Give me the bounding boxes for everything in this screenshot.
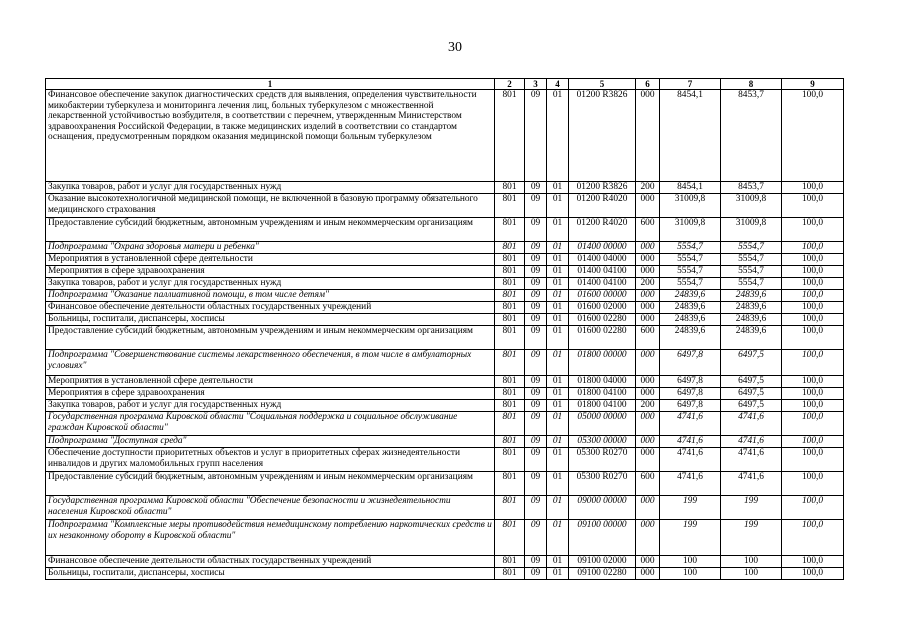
row-name-cell: Предоставление субсидий бюджетным, автономным учреждениям и иным некоммерческим организациям <box>46 326 495 350</box>
row-name-cell: Закупка товаров, работ и услуг для государственных нужд <box>46 400 495 412</box>
ministry-code-cell: 801 <box>495 436 525 448</box>
subsection-code-cell: 01 <box>547 290 569 302</box>
row-name-cell: Подпрограмма "Оказание паллиативной помощи, в том числе детям" <box>46 290 495 302</box>
planned-amount-cell: 100 <box>660 556 721 568</box>
expense-type-code-cell: 000 <box>636 556 660 568</box>
planned-amount-cell: 6497,8 <box>660 350 721 376</box>
planned-amount-cell: 24839,6 <box>660 302 721 314</box>
ministry-code-cell: 801 <box>495 182 525 194</box>
section-code-cell: 09 <box>525 194 547 218</box>
ministry-code-cell: 801 <box>495 302 525 314</box>
target-article-code-cell: 01600 00000 <box>569 290 636 302</box>
ministry-code-cell: 801 <box>495 376 525 388</box>
target-article-code-cell: 05000 00000 <box>569 412 636 436</box>
ministry-code-cell: 801 <box>495 496 525 520</box>
execution-percent-cell: 100,0 <box>782 376 844 388</box>
page-number: 30 <box>448 40 462 55</box>
table-row <box>46 254 844 266</box>
execution-percent-cell: 100,0 <box>782 520 844 556</box>
subsection-code-cell: 01 <box>547 556 569 568</box>
table-row <box>46 448 844 472</box>
ministry-code-cell: 801 <box>495 520 525 556</box>
target-article-code-cell: 01400 00000 <box>569 242 636 254</box>
executed-amount-cell: 4741,6 <box>721 412 782 436</box>
ministry-code-cell: 801 <box>495 448 525 472</box>
execution-percent-cell: 100,0 <box>782 290 844 302</box>
execution-percent-cell: 100,0 <box>782 302 844 314</box>
planned-amount-cell: 24839,6 <box>660 326 721 350</box>
column-header: 2 <box>495 79 525 90</box>
table-header-row <box>46 79 844 90</box>
section-code-cell: 09 <box>525 314 547 326</box>
row-name-cell: Предоставление субсидий бюджетным, автономным учреждениям и иным некоммерческим организациям <box>46 218 495 242</box>
row-name-cell: Мероприятия в сфере здравоохранения <box>46 266 495 278</box>
table-row <box>46 290 844 302</box>
executed-amount-cell: 24839,6 <box>721 290 782 302</box>
ministry-code-cell: 801 <box>495 326 525 350</box>
executed-amount-cell: 100 <box>721 556 782 568</box>
target-article-code-cell: 01800 04100 <box>569 400 636 412</box>
target-article-code-cell: 05300 R0270 <box>569 472 636 496</box>
section-code-cell: 09 <box>525 182 547 194</box>
section-code-cell: 09 <box>525 350 547 376</box>
executed-amount-cell: 24839,6 <box>721 326 782 350</box>
target-article-code-cell: 05300 00000 <box>569 436 636 448</box>
expense-type-code-cell: 000 <box>636 194 660 218</box>
ministry-code-cell: 801 <box>495 388 525 400</box>
table-row <box>46 400 844 412</box>
expense-type-code-cell: 000 <box>636 266 660 278</box>
table-row <box>46 326 844 350</box>
executed-amount-cell: 8453,7 <box>721 90 782 182</box>
expense-type-code-cell: 600 <box>636 326 660 350</box>
executed-amount-cell: 6497,5 <box>721 350 782 376</box>
expense-type-code-cell: 000 <box>636 350 660 376</box>
target-article-code-cell: 01800 00000 <box>569 350 636 376</box>
target-article-code-cell: 05300 R0270 <box>569 448 636 472</box>
planned-amount-cell: 31009,8 <box>660 218 721 242</box>
section-code-cell: 09 <box>525 290 547 302</box>
execution-percent-cell: 100,0 <box>782 182 844 194</box>
executed-amount-cell: 5554,7 <box>721 278 782 290</box>
execution-percent-cell: 100,0 <box>782 90 844 182</box>
subsection-code-cell: 01 <box>547 182 569 194</box>
target-article-code-cell: 01800 04000 <box>569 376 636 388</box>
section-code-cell: 09 <box>525 520 547 556</box>
expense-type-code-cell: 600 <box>636 472 660 496</box>
row-name-cell: Мероприятия в установленной сфере деятельности <box>46 376 495 388</box>
planned-amount-cell: 5554,7 <box>660 242 721 254</box>
subsection-code-cell: 01 <box>547 448 569 472</box>
row-name-cell: Закупка товаров, работ и услуг для государственных нужд <box>46 182 495 194</box>
section-code-cell: 09 <box>525 448 547 472</box>
target-article-code-cell: 09100 02000 <box>569 556 636 568</box>
expense-type-code-cell: 000 <box>636 520 660 556</box>
section-code-cell: 09 <box>525 400 547 412</box>
execution-percent-cell: 100,0 <box>782 242 844 254</box>
row-name-cell: Государственная программа Кировской области "Обеспечение безопасности и жизнедеятельности населения Кировской области" <box>46 496 495 520</box>
expense-type-code-cell: 000 <box>636 302 660 314</box>
expense-type-code-cell: 000 <box>636 448 660 472</box>
budget-table <box>45 78 844 580</box>
row-name-cell: Государственная программа Кировской области "Социальная поддержка и социальное обслуживание граждан Кировской области" <box>46 412 495 436</box>
target-article-code-cell: 09100 02280 <box>569 568 636 580</box>
executed-amount-cell: 6497,5 <box>721 388 782 400</box>
column-header: 5 <box>569 79 636 90</box>
section-code-cell: 09 <box>525 218 547 242</box>
expense-type-code-cell: 200 <box>636 182 660 194</box>
executed-amount-cell: 24839,6 <box>721 314 782 326</box>
execution-percent-cell: 100,0 <box>782 472 844 496</box>
ministry-code-cell: 801 <box>495 266 525 278</box>
execution-percent-cell: 100,0 <box>782 350 844 376</box>
ministry-code-cell: 801 <box>495 556 525 568</box>
subsection-code-cell: 01 <box>547 520 569 556</box>
expense-type-code-cell: 000 <box>636 290 660 302</box>
subsection-code-cell: 01 <box>547 266 569 278</box>
executed-amount-cell: 6497,5 <box>721 400 782 412</box>
subsection-code-cell: 01 <box>547 376 569 388</box>
subsection-code-cell: 01 <box>547 90 569 182</box>
column-header: 3 <box>525 79 547 90</box>
expense-type-code-cell: 000 <box>636 376 660 388</box>
ministry-code-cell: 801 <box>495 194 525 218</box>
expense-type-code-cell: 000 <box>636 412 660 436</box>
target-article-code-cell: 09100 00000 <box>569 520 636 556</box>
execution-percent-cell: 100,0 <box>782 496 844 520</box>
section-code-cell: 09 <box>525 278 547 290</box>
executed-amount-cell: 4741,6 <box>721 436 782 448</box>
target-article-code-cell: 01400 04100 <box>569 266 636 278</box>
row-name-cell: Обеспечение доступности приоритетных объектов и услуг в приоритетных сферах жизнедеятельности инвалидов и других маломобильных групп населения <box>46 448 495 472</box>
planned-amount-cell: 199 <box>660 496 721 520</box>
execution-percent-cell: 100,0 <box>782 194 844 218</box>
table-row <box>46 242 844 254</box>
subsection-code-cell: 01 <box>547 254 569 266</box>
executed-amount-cell: 5554,7 <box>721 266 782 278</box>
table-row <box>46 194 844 218</box>
table-row <box>46 556 844 568</box>
table-row <box>46 568 844 580</box>
expense-type-code-cell: 000 <box>636 254 660 266</box>
executed-amount-cell: 31009,8 <box>721 194 782 218</box>
expense-type-code-cell: 600 <box>636 218 660 242</box>
ministry-code-cell: 801 <box>495 242 525 254</box>
execution-percent-cell: 100,0 <box>782 326 844 350</box>
row-name-cell: Мероприятия в установленной сфере деятельности <box>46 254 495 266</box>
subsection-code-cell: 01 <box>547 388 569 400</box>
ministry-code-cell: 801 <box>495 90 525 182</box>
executed-amount-cell: 6497,5 <box>721 376 782 388</box>
expense-type-code-cell: 000 <box>636 90 660 182</box>
planned-amount-cell: 5554,7 <box>660 266 721 278</box>
execution-percent-cell: 100,0 <box>782 218 844 242</box>
expense-type-code-cell: 200 <box>636 400 660 412</box>
row-name-cell: Финансовое обеспечение деятельности областных государственных учреждений <box>46 302 495 314</box>
column-header: 7 <box>660 79 721 90</box>
section-code-cell: 09 <box>525 242 547 254</box>
section-code-cell: 09 <box>525 388 547 400</box>
column-header: 8 <box>721 79 782 90</box>
table-row <box>46 182 844 194</box>
row-name-cell: Оказание высокотехнологичной медицинской помощи, не включенной в базовую программу обязательного медицинского страхования <box>46 194 495 218</box>
expense-type-code-cell: 000 <box>636 436 660 448</box>
planned-amount-cell: 5554,7 <box>660 278 721 290</box>
planned-amount-cell: 24839,6 <box>660 290 721 302</box>
section-code-cell: 09 <box>525 556 547 568</box>
execution-percent-cell: 100,0 <box>782 254 844 266</box>
section-code-cell: 09 <box>525 326 547 350</box>
column-header: 4 <box>547 79 569 90</box>
table-body <box>46 90 844 580</box>
execution-percent-cell: 100,0 <box>782 568 844 580</box>
expense-type-code-cell: 200 <box>636 278 660 290</box>
executed-amount-cell: 4741,6 <box>721 448 782 472</box>
section-code-cell: 09 <box>525 266 547 278</box>
subsection-code-cell: 01 <box>547 194 569 218</box>
subsection-code-cell: 01 <box>547 568 569 580</box>
table-row <box>46 278 844 290</box>
ministry-code-cell: 801 <box>495 314 525 326</box>
row-name-cell: Подпрограмма "Охрана здоровья матери и ребенка" <box>46 242 495 254</box>
subsection-code-cell: 01 <box>547 436 569 448</box>
ministry-code-cell: 801 <box>495 400 525 412</box>
executed-amount-cell: 5554,7 <box>721 254 782 266</box>
section-code-cell: 09 <box>525 376 547 388</box>
table-row <box>46 496 844 520</box>
planned-amount-cell: 4741,6 <box>660 412 721 436</box>
subsection-code-cell: 01 <box>547 350 569 376</box>
column-header: 9 <box>782 79 844 90</box>
execution-percent-cell: 100,0 <box>782 412 844 436</box>
ministry-code-cell: 801 <box>495 278 525 290</box>
target-article-code-cell: 01200 R3826 <box>569 182 636 194</box>
subsection-code-cell: 01 <box>547 218 569 242</box>
target-article-code-cell: 01200 R4020 <box>569 194 636 218</box>
expense-type-code-cell: 000 <box>636 388 660 400</box>
section-code-cell: 09 <box>525 90 547 182</box>
section-code-cell: 09 <box>525 472 547 496</box>
subsection-code-cell: 01 <box>547 496 569 520</box>
execution-percent-cell: 100,0 <box>782 556 844 568</box>
execution-percent-cell: 100,0 <box>782 278 844 290</box>
execution-percent-cell: 100,0 <box>782 314 844 326</box>
table-row <box>46 520 844 556</box>
row-name-cell: Подпрограмма "Доступная среда" <box>46 436 495 448</box>
planned-amount-cell: 100 <box>660 568 721 580</box>
execution-percent-cell: 100,0 <box>782 436 844 448</box>
table-row <box>46 388 844 400</box>
table-row <box>46 314 844 326</box>
expense-type-code-cell: 000 <box>636 314 660 326</box>
planned-amount-cell: 31009,8 <box>660 194 721 218</box>
target-article-code-cell: 01200 R4020 <box>569 218 636 242</box>
section-code-cell: 09 <box>525 436 547 448</box>
table-row <box>46 302 844 314</box>
section-code-cell: 09 <box>525 568 547 580</box>
subsection-code-cell: 01 <box>547 472 569 496</box>
table-row <box>46 218 844 242</box>
section-code-cell: 09 <box>525 254 547 266</box>
section-code-cell: 09 <box>525 496 547 520</box>
table-row <box>46 90 844 182</box>
ministry-code-cell: 801 <box>495 218 525 242</box>
target-article-code-cell: 01400 04100 <box>569 278 636 290</box>
row-name-cell: Финансовое обеспечение деятельности областных государственных учреждений <box>46 556 495 568</box>
planned-amount-cell: 6497,8 <box>660 388 721 400</box>
planned-amount-cell: 4741,6 <box>660 436 721 448</box>
table-row <box>46 472 844 496</box>
executed-amount-cell: 4741,6 <box>721 472 782 496</box>
subsection-code-cell: 01 <box>547 412 569 436</box>
planned-amount-cell: 8454,1 <box>660 182 721 194</box>
ministry-code-cell: 801 <box>495 350 525 376</box>
target-article-code-cell: 01600 02280 <box>569 314 636 326</box>
planned-amount-cell: 6497,8 <box>660 376 721 388</box>
target-article-code-cell: 01200 R3826 <box>569 90 636 182</box>
target-article-code-cell: 01400 04000 <box>569 254 636 266</box>
executed-amount-cell: 199 <box>721 520 782 556</box>
subsection-code-cell: 01 <box>547 400 569 412</box>
planned-amount-cell: 4741,6 <box>660 448 721 472</box>
planned-amount-cell: 4741,6 <box>660 472 721 496</box>
table-row <box>46 376 844 388</box>
planned-amount-cell: 6497,8 <box>660 400 721 412</box>
table-row <box>46 412 844 436</box>
subsection-code-cell: 01 <box>547 278 569 290</box>
row-name-cell: Больницы, госпитали, диспансеры, хосписы <box>46 314 495 326</box>
execution-percent-cell: 100,0 <box>782 388 844 400</box>
ministry-code-cell: 801 <box>495 472 525 496</box>
subsection-code-cell: 01 <box>547 314 569 326</box>
executed-amount-cell: 24839,6 <box>721 302 782 314</box>
planned-amount-cell: 8454,1 <box>660 90 721 182</box>
table-row <box>46 436 844 448</box>
target-article-code-cell: 01600 02000 <box>569 302 636 314</box>
executed-amount-cell: 199 <box>721 496 782 520</box>
planned-amount-cell: 24839,6 <box>660 314 721 326</box>
target-article-code-cell: 09000 00000 <box>569 496 636 520</box>
column-header: 1 <box>46 79 495 90</box>
ministry-code-cell: 801 <box>495 254 525 266</box>
executed-amount-cell: 8453,7 <box>721 182 782 194</box>
ministry-code-cell: 801 <box>495 568 525 580</box>
row-name-cell: Предоставление субсидий бюджетным, автономным учреждениям и иным некоммерческим организациям <box>46 472 495 496</box>
row-name-cell: Подпрограмма "Совершенствование системы лекарственного обеспечения, в том числе в амбулаторных условиях" <box>46 350 495 376</box>
execution-percent-cell: 100,0 <box>782 448 844 472</box>
section-code-cell: 09 <box>525 412 547 436</box>
planned-amount-cell: 199 <box>660 520 721 556</box>
row-name-cell: Закупка товаров, работ и услуг для государственных нужд <box>46 278 495 290</box>
ministry-code-cell: 801 <box>495 290 525 302</box>
row-name-cell: Подпрограмма "Комплексные меры противодействия немедицинскому потреблению наркотических средств и их незаконному обороту в Кировской области" <box>46 520 495 556</box>
column-header: 6 <box>636 79 660 90</box>
executed-amount-cell: 31009,8 <box>721 218 782 242</box>
ministry-code-cell: 801 <box>495 412 525 436</box>
subsection-code-cell: 01 <box>547 326 569 350</box>
subsection-code-cell: 01 <box>547 302 569 314</box>
target-article-code-cell: 01800 04100 <box>569 388 636 400</box>
execution-percent-cell: 100,0 <box>782 266 844 278</box>
executed-amount-cell: 100 <box>721 568 782 580</box>
expense-type-code-cell: 000 <box>636 568 660 580</box>
expense-type-code-cell: 000 <box>636 496 660 520</box>
target-article-code-cell: 01600 02280 <box>569 326 636 350</box>
row-name-cell: Мероприятия в сфере здравоохранения <box>46 388 495 400</box>
row-name-cell: Больницы, госпитали, диспансеры, хосписы <box>46 568 495 580</box>
section-code-cell: 09 <box>525 302 547 314</box>
table-row <box>46 350 844 376</box>
executed-amount-cell: 5554,7 <box>721 242 782 254</box>
execution-percent-cell: 100,0 <box>782 400 844 412</box>
row-name-cell: Финансовое обеспечение закупок диагностических средств для выявления, определения чувствительности микобактерии туберкулеза и мониторинга лечения лиц, больных туберкулезом с множественной лекарственной устойчивостью возбудителя, в соответствии с перечнем, утвержденным Министерством здравоохранения Российской Федерации, в также медицинских изделий в соответствии со стандартом оснащения, предусмотренным порядком оказания медицинской помощи больным туберкулезом <box>46 90 495 182</box>
subsection-code-cell: 01 <box>547 242 569 254</box>
planned-amount-cell: 5554,7 <box>660 254 721 266</box>
expense-type-code-cell: 000 <box>636 242 660 254</box>
table-row <box>46 266 844 278</box>
